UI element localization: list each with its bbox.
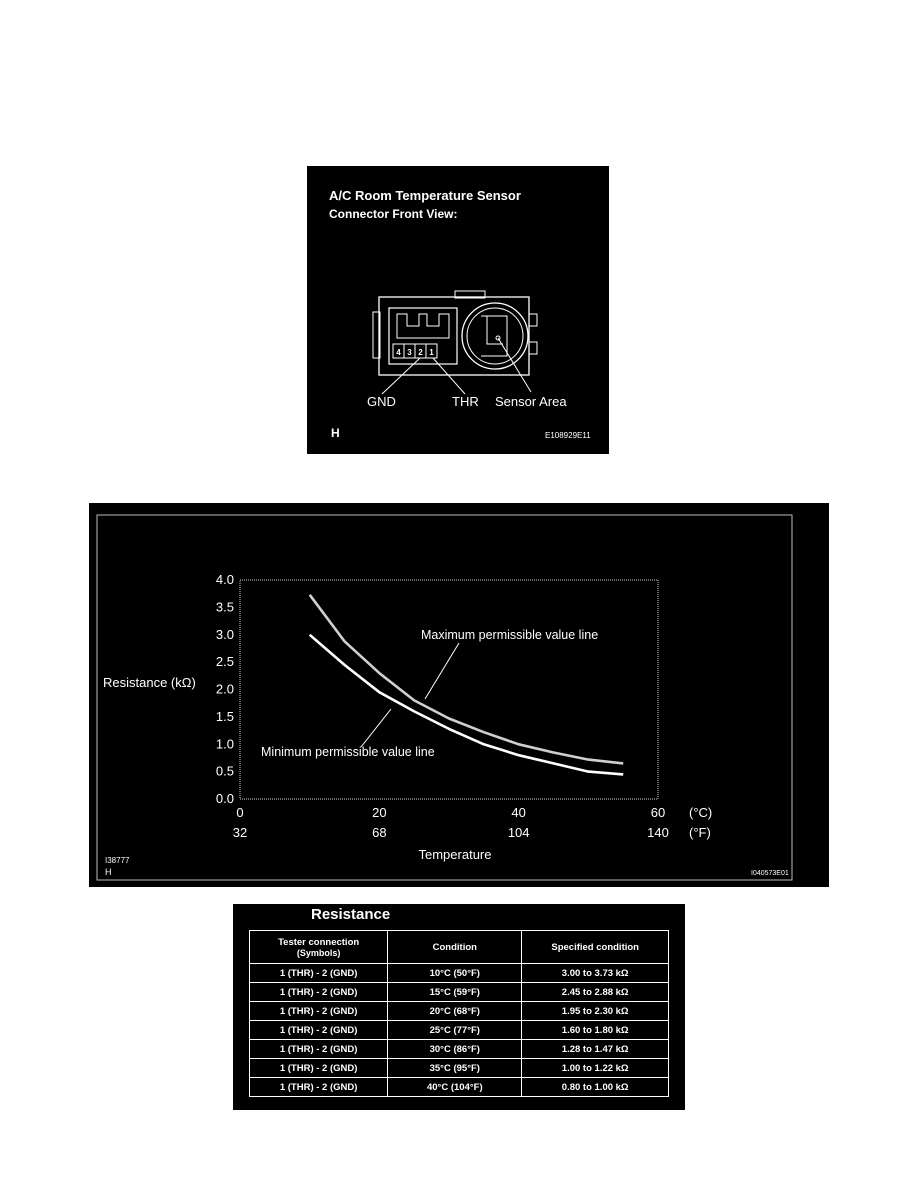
y-axis-label: Resistance (kΩ) bbox=[103, 675, 196, 690]
cell-specified: 1.95 to 2.30 kΩ bbox=[522, 1002, 669, 1021]
sensor-title: A/C Room Temperature Sensor bbox=[329, 188, 521, 203]
y-tick-label: 1.5 bbox=[215, 708, 234, 724]
x-unit-celsius: (°C) bbox=[689, 805, 713, 820]
x-tick-label-celsius: 20 bbox=[372, 805, 387, 820]
resistance-chart bbox=[89, 503, 829, 887]
pin-label-1: 1 bbox=[429, 348, 434, 357]
cell-condition: 15°C (59°F) bbox=[388, 983, 522, 1002]
pin-label-4: 4 bbox=[396, 348, 401, 357]
connector-right-tab-top bbox=[529, 314, 537, 326]
sensor-subtitle: Connector Front View: bbox=[329, 207, 458, 221]
x-tick-label-fahrenheit: 32 bbox=[232, 825, 248, 840]
pin-key-outline bbox=[397, 314, 449, 338]
y-tick-label: 2.5 bbox=[215, 654, 234, 670]
sensor-ring-outer bbox=[462, 303, 528, 369]
connector-drawing bbox=[307, 166, 609, 454]
cell-specified: 1.00 to 1.22 kΩ bbox=[522, 1059, 669, 1078]
x-tick-label-celsius: 40 bbox=[511, 805, 526, 820]
x-tick-label-celsius: 60 bbox=[650, 805, 666, 820]
cell-connection: 1 (THR) - 2 (GND) bbox=[250, 983, 388, 1002]
header-tester-connection bbox=[250, 931, 388, 964]
chart-code-right: I040573E01 bbox=[751, 870, 789, 877]
table-row bbox=[250, 1002, 669, 1021]
connector-right-tab-bottom bbox=[529, 342, 537, 354]
table-row bbox=[250, 964, 669, 983]
sensor-diagram-panel bbox=[307, 166, 609, 454]
thr-leader-line bbox=[433, 358, 465, 394]
table-title: Resistance bbox=[311, 906, 391, 923]
y-tick-label: 0.0 bbox=[215, 791, 234, 806]
cell-connection: 1 (THR) - 2 (GND) bbox=[250, 1059, 388, 1078]
table-row bbox=[250, 1078, 669, 1097]
max-annotation-leader bbox=[425, 643, 459, 699]
resistance-chart-panel bbox=[89, 503, 829, 887]
cell-connection: 1 (THR) - 2 (GND) bbox=[250, 1002, 388, 1021]
sensor-corner-letter: H bbox=[331, 426, 340, 440]
resistance-table bbox=[249, 930, 669, 1097]
header-tester-connection-text: Tester connection bbox=[278, 936, 360, 948]
y-tick-label: 2.0 bbox=[215, 681, 234, 697]
chart-frame bbox=[97, 515, 792, 880]
gnd-leader-line bbox=[382, 358, 420, 394]
table-row bbox=[250, 983, 669, 1002]
table-header-row bbox=[250, 931, 669, 964]
x-unit-fahrenheit: (°F) bbox=[689, 825, 711, 840]
cell-connection: 1 (THR) - 2 (GND) bbox=[250, 964, 388, 983]
cell-specified: 3.00 to 3.73 kΩ bbox=[522, 964, 669, 983]
y-tick-label: 1.0 bbox=[215, 736, 234, 752]
table-row bbox=[250, 1059, 669, 1078]
x-tick-label-fahrenheit: 104 bbox=[507, 825, 530, 840]
series-line-maximum bbox=[310, 595, 624, 764]
resistance-table-panel bbox=[233, 904, 685, 1110]
x-axis-label: Temperature bbox=[418, 847, 492, 862]
plot-area-border bbox=[240, 580, 658, 799]
table-row bbox=[250, 1021, 669, 1040]
y-tick-label: 3.0 bbox=[215, 626, 234, 642]
cell-condition: 35°C (95°F) bbox=[388, 1059, 522, 1078]
header-specified-condition: Specified condition bbox=[522, 931, 669, 964]
y-tick-label: 3.5 bbox=[215, 599, 234, 615]
pin-label-3: 3 bbox=[407, 348, 412, 357]
thr-label: THR bbox=[452, 394, 479, 409]
pin-label-2: 2 bbox=[418, 348, 423, 357]
header-symbols-text: (Symbols) bbox=[296, 947, 341, 958]
cell-condition: 20°C (68°F) bbox=[388, 1002, 522, 1021]
cell-condition: 25°C (77°F) bbox=[388, 1021, 522, 1040]
header-condition: Condition bbox=[388, 931, 522, 964]
x-tick-label-celsius: 0 bbox=[236, 805, 244, 820]
x-tick-label-fahrenheit: 68 bbox=[372, 825, 387, 840]
cell-specified: 2.45 to 2.88 kΩ bbox=[522, 983, 669, 1002]
cell-specified: 1.60 to 1.80 kΩ bbox=[522, 1021, 669, 1040]
gnd-label: GND bbox=[367, 394, 396, 409]
min-line-annotation: Minimum permissible value line bbox=[261, 745, 435, 759]
cell-specified: 0.80 to 1.00 kΩ bbox=[522, 1078, 669, 1097]
x-tick-label-fahrenheit: 140 bbox=[647, 825, 669, 840]
cell-connection: 1 (THR) - 2 (GND) bbox=[250, 1078, 388, 1097]
y-tick-label: 4.0 bbox=[215, 572, 234, 587]
cell-connection: 1 (THR) - 2 (GND) bbox=[250, 1040, 388, 1059]
cell-condition: 40°C (104°F) bbox=[388, 1078, 522, 1097]
sensor-figure-code: E108929E11 bbox=[545, 431, 591, 440]
y-tick-label: 0.5 bbox=[215, 763, 234, 779]
max-line-annotation: Maximum permissible value line bbox=[421, 628, 599, 642]
cell-condition: 30°C (86°F) bbox=[388, 1040, 522, 1059]
cell-connection: 1 (THR) - 2 (GND) bbox=[250, 1021, 388, 1040]
table-row bbox=[250, 1040, 669, 1059]
chart-code-left: I38777 bbox=[105, 856, 130, 865]
sensor-element bbox=[481, 316, 507, 356]
min-annotation-leader bbox=[361, 709, 391, 747]
cell-condition: 10°C (50°F) bbox=[388, 964, 522, 983]
sensor-area-label: Sensor Area bbox=[495, 394, 567, 409]
chart-corner-letter: H bbox=[105, 867, 112, 877]
cell-specified: 1.28 to 1.47 kΩ bbox=[522, 1040, 669, 1059]
